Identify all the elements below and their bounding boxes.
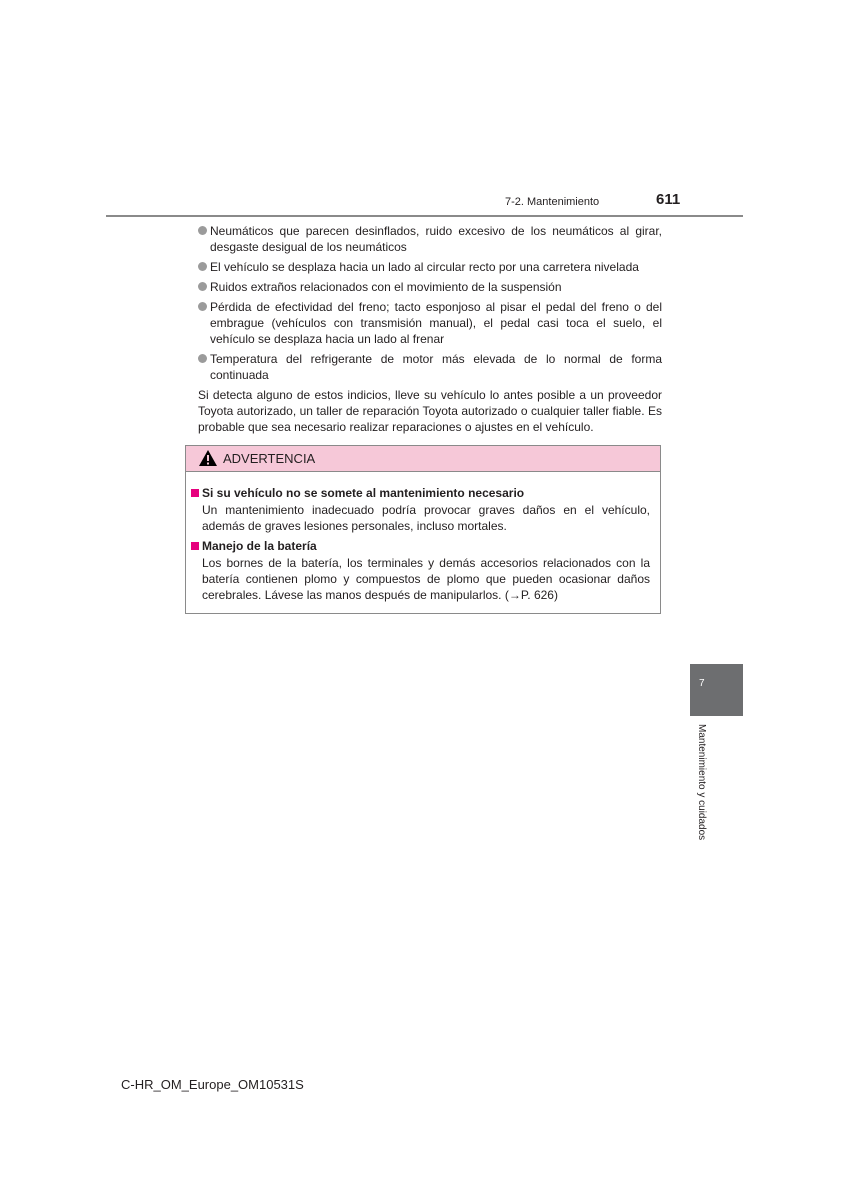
warning-subheading: Si su vehículo no se somete al mantenimiento necesario	[191, 485, 650, 501]
list-item: Neumáticos que parecen desinflados, ruido excesivo de los neumáticos al girar, desgaste desigual de los neumáticos	[198, 223, 662, 255]
warning-title: ADVERTENCIA	[223, 451, 316, 466]
bullet-dot-icon	[198, 262, 207, 271]
page-number: 611	[656, 191, 681, 208]
chapter-tab	[690, 664, 743, 716]
main-content	[198, 223, 662, 435]
list-item: Ruidos extraños relacionados con el movimiento de la suspensión	[198, 279, 662, 295]
chapter-label: Mantenimiento y cuidados	[696, 724, 707, 841]
footer-code: C-HR_OM_Europe_OM10531S	[121, 1077, 304, 1092]
pink-square-icon	[191, 542, 199, 550]
warning-box	[185, 445, 661, 614]
bullet-dot-icon	[198, 282, 207, 291]
list-item: El vehículo se desplaza hacia un lado al circular recto por una carretera nivelada	[198, 259, 662, 275]
warning-triangle-icon	[198, 449, 218, 472]
body-paragraph: Si detecta alguno de estos indicios, lleve su vehículo lo antes posible a un proveedor Toyota autorizado, un taller de reparación Toyota autorizado o cualquier taller fiable. Es probable que sea necesario realizar reparaciones o ajustes en el vehículo.	[198, 388, 662, 434]
chapter-number: 7	[699, 678, 705, 689]
list-item: Temperatura del refrigerante de motor más elevada de lo normal de forma continuada	[198, 351, 662, 383]
bullet-dot-icon	[198, 226, 207, 235]
list-item: Pérdida de efectividad del freno; tacto esponjoso al pisar el pedal del freno o del embrague (vehículos con transmisión manual), el pedal casi toca el suelo, el vehículo se desplaza hacia un lado al frenar	[198, 299, 662, 347]
header-rule	[106, 215, 743, 217]
warning-subheading: Manejo de la batería	[191, 538, 650, 554]
warning-header	[186, 446, 660, 472]
warning-text: Un mantenimiento inadecuado podría provocar graves daños en el vehículo, además de graves lesiones personales, incluso mortales.	[202, 503, 650, 533]
bullet-dot-icon	[198, 302, 207, 311]
bullet-dot-icon	[198, 354, 207, 363]
header-section: 7-2. Mantenimiento	[505, 196, 600, 208]
warning-body	[186, 472, 660, 603]
pink-square-icon	[191, 489, 199, 497]
warning-text: Los bornes de la batería, los terminales y demás accesorios relacionados con la batería contienen plomo y compuestos de plomo que pueden ocasionar daños cerebrales. Lávese las manos después de manipularlos. (→P. 626)	[202, 556, 650, 602]
